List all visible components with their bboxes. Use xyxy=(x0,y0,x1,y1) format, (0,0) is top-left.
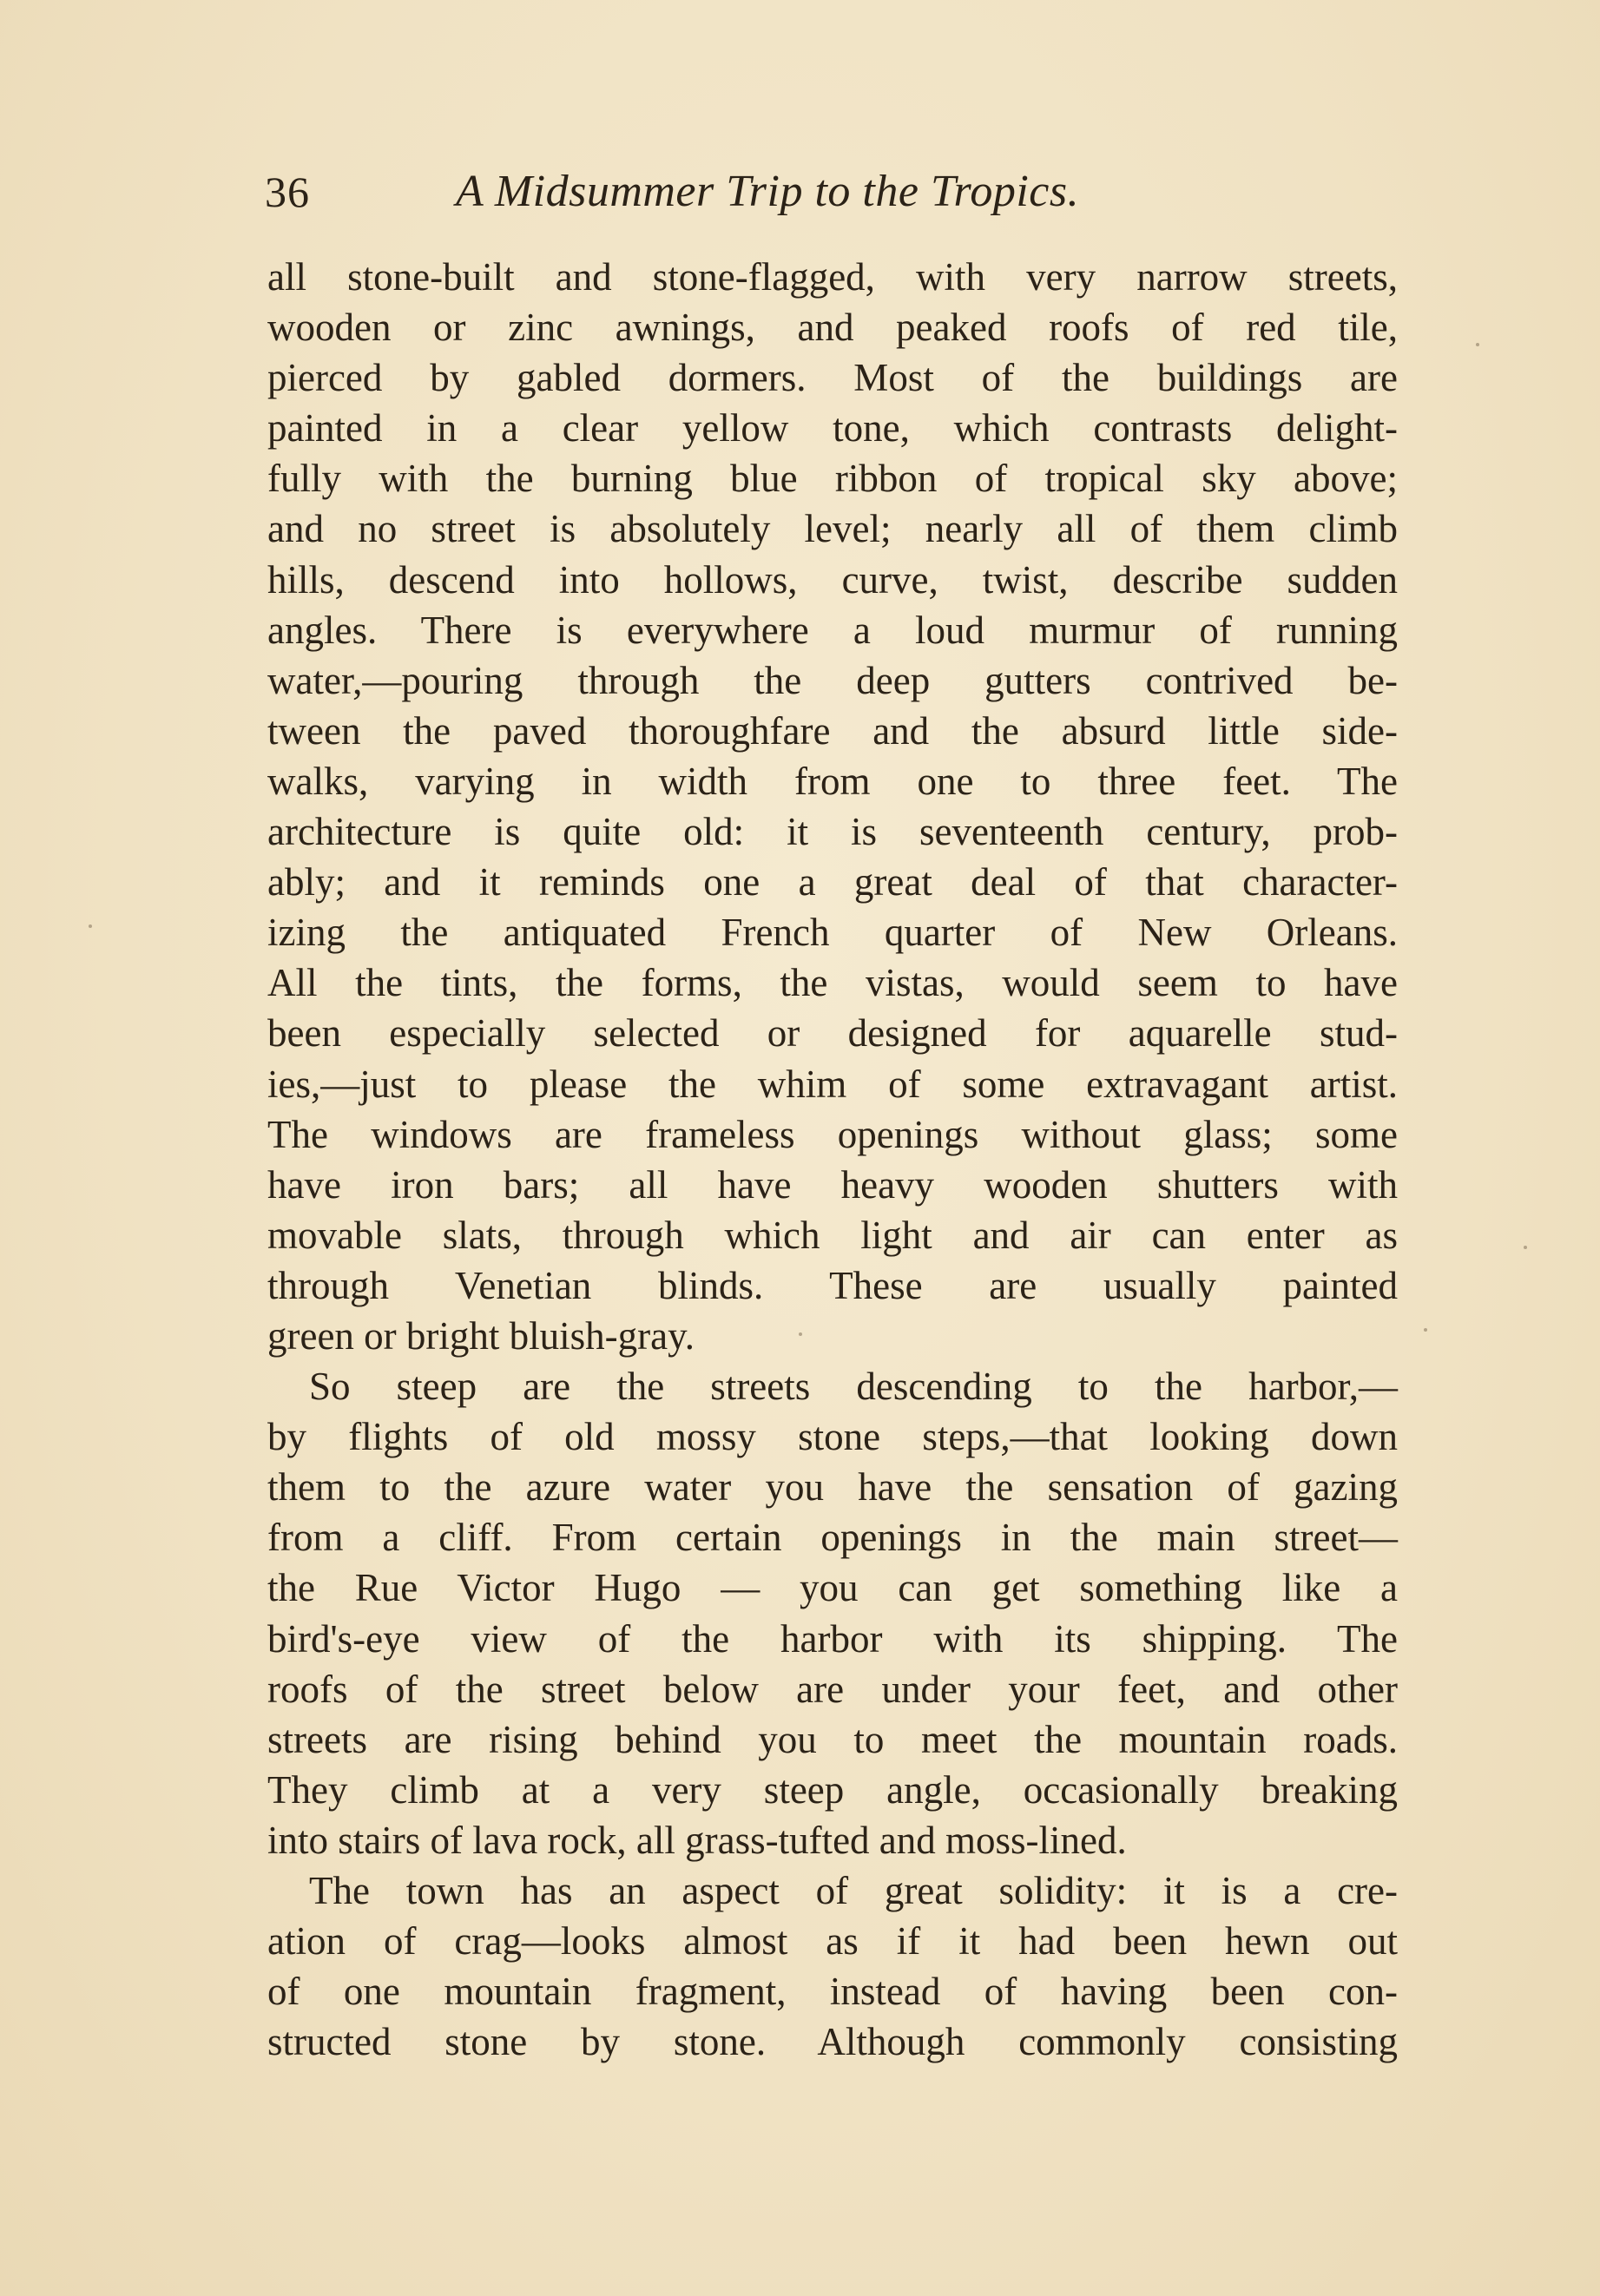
text-line: by flights of old mossy stone steps,—that looking down xyxy=(267,1415,1398,1459)
text-line: and no street is absolutely level; nearly all of them climb xyxy=(267,507,1398,551)
text-line: painted in a clear yellow tone, which contrasts delight- xyxy=(267,406,1398,451)
text-line: The windows are frameless openings without glass; some xyxy=(267,1112,1398,1156)
text-line: The town has an aspect of great solidity: it is a cre- xyxy=(309,1869,1398,1912)
text-line: They climb at a very steep angle, occasionally breaking xyxy=(267,1767,1398,1812)
text-line: bird's-eye view of the harbor with its shipping. The xyxy=(267,1616,1398,1661)
paragraph-2 xyxy=(267,1361,1398,1865)
text-line: into stairs of lava rock, all grass-tufted and moss-lined. xyxy=(267,1818,1127,1862)
paragraph-3 xyxy=(267,1865,1398,2067)
text-line: fully with the burning blue ribbon of tropical sky above; xyxy=(267,457,1398,501)
text-line: structed stone by stone. Although commonly consisting xyxy=(267,2020,1398,2064)
text-line: from a cliff. From certain openings in the main street— xyxy=(267,1516,1398,1560)
paper-speck xyxy=(1476,343,1479,346)
paper-speck xyxy=(1424,1328,1427,1332)
text-line: the Rue Victor Hugo — you can get something like a xyxy=(267,1566,1398,1610)
text-line: ies,—just to please the whim of some extravagant artist. xyxy=(267,1062,1398,1106)
text-line: wooden or zinc awnings, and peaked roofs of red tile, xyxy=(267,306,1398,350)
running-header xyxy=(265,161,1220,222)
paper-speck xyxy=(799,1332,802,1336)
body-text xyxy=(267,252,1398,2067)
text-line: streets are rising behind you to meet the mountain roads. xyxy=(267,1717,1398,1761)
paper-speck xyxy=(89,924,92,928)
text-line: izing the antiquated French quarter of New Orleans. xyxy=(267,911,1398,955)
text-line: all stone-built and stone-flagged, with very narrow streets, xyxy=(267,255,1398,299)
text-line: through Venetian blinds. These are usually painted xyxy=(267,1263,1398,1307)
text-line: roofs of the street below are under your feet, and other xyxy=(267,1667,1398,1711)
text-line: green or bright bluish-gray. xyxy=(267,1313,695,1358)
text-line: pierced by gabled dormers. Most of the buildings are xyxy=(267,356,1398,400)
text-line: ation of crag—looks almost as if it had been hewn out xyxy=(267,1919,1398,1964)
text-line: tween the paved thoroughfare and the absurd little side- xyxy=(267,708,1398,753)
text-line: hills, descend into hollows, curve, twist, describe sudden xyxy=(267,557,1398,602)
text-line: movable slats, through which light and air can enter as xyxy=(267,1213,1398,1257)
text-line: been especially selected or designed for aquarelle stud- xyxy=(267,1011,1398,1056)
text-line: angles. There is everywhere a loud murmur of running xyxy=(267,608,1398,652)
text-line: them to the azure water you have the sensation of gazing xyxy=(267,1465,1398,1510)
text-line: have iron bars; all have heavy wooden shutters with xyxy=(267,1162,1398,1207)
text-line: So steep are the streets descending to the harbor,— xyxy=(309,1365,1398,1409)
text-line: water,—pouring through the deep gutters contrived be- xyxy=(267,658,1398,702)
text-line: of one mountain fragment, instead of having been con- xyxy=(267,1970,1398,2014)
text-line: All the tints, the forms, the vistas, would seem to have xyxy=(267,961,1398,1005)
text-line: walks, varying in width from one to three feet. The xyxy=(267,759,1398,803)
running-title: A Midsummer Trip to the Tropics. xyxy=(456,167,1080,216)
text-line: architecture is quite old: it is seventeenth century, prob- xyxy=(267,810,1398,854)
page-number: 36 xyxy=(265,168,310,216)
text-line: ably; and it reminds one a great deal of that character- xyxy=(267,860,1398,905)
paper-speck xyxy=(1524,1246,1527,1249)
paragraph-1 xyxy=(267,252,1398,1361)
